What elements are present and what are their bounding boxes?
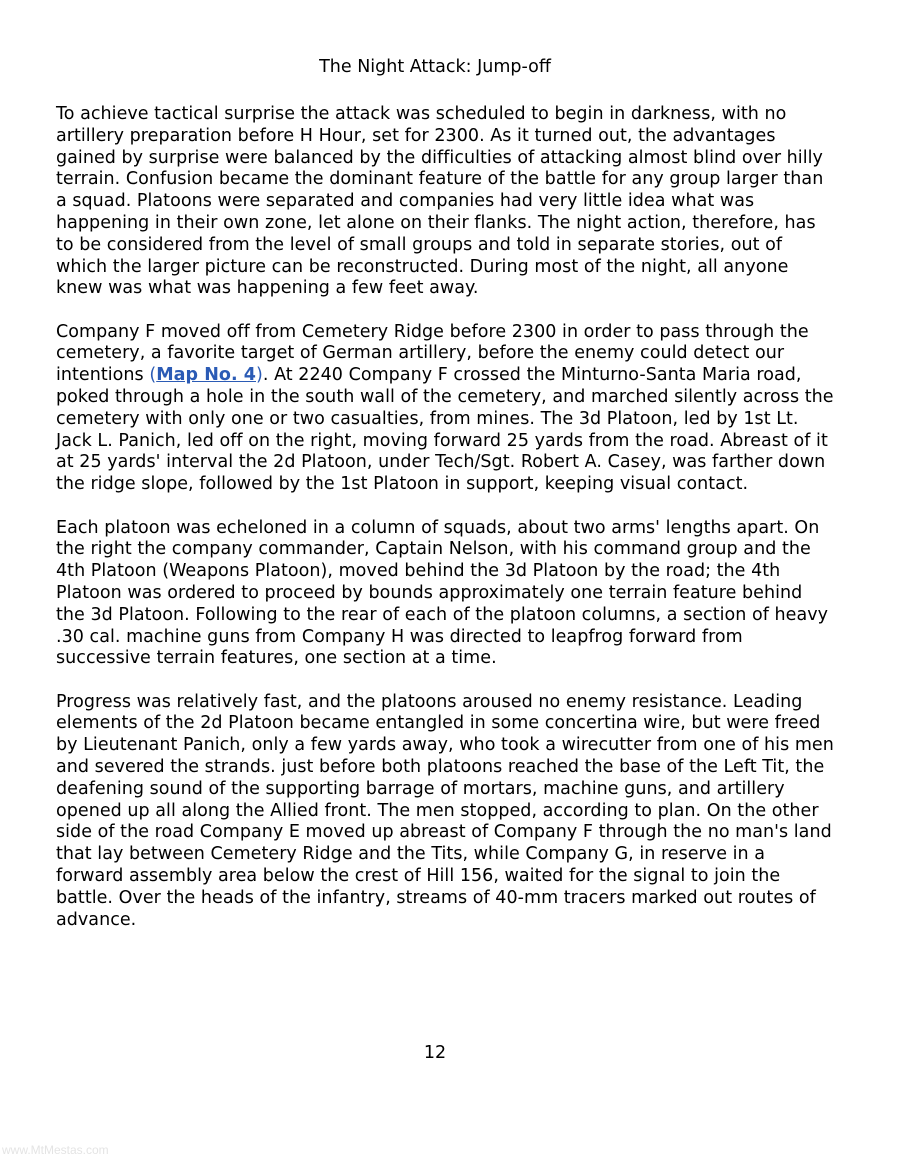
- map-link-paren-close: ): [256, 365, 263, 386]
- document-body: [56, 104, 836, 953]
- page-title: The Night Attack: Jump-off: [319, 57, 551, 77]
- paragraph-2-text-after: . At 2240 Company F crossed the Minturno-Santa Maria road, poked through a hole in the south wall of the cemetery, and marched silently across the cemetery with only one or two casualties, from mines. The 3d Platoon, led by 1st Lt. Jack L. Panich, led off on the right, moving forward 25 yards from the road. Abreast of it at 25 yards' interval the 2d Platoon, under Tech/Sgt. Robert A. Casey, was farther down the ridge slope, followed by the 1st Platoon in support, keeping visual contact.: [56, 365, 834, 495]
- paragraph-2-text-before: Company F moved off from Cemetery Ridge before 2300 in order to pass through the cemetery, a favorite target of German artillery, before the enemy could detect our intentions: [56, 321, 809, 386]
- paragraph-1: To achieve tactical surprise the attack was scheduled to begin in darkness, with no artillery preparation before H Hour, set for 2300. As it turned out, the advantages gained by surprise were balanced by the difficulties of attacking almost blind over hilly terrain. Confusion became the dominant feature of the battle for any group larger than a squad. Platoons were separated and companies had very little idea what was happening in their own zone, let alone on their flanks. The night action, therefore, has to be considered from the level of small groups and told in separate stories, out of which the larger picture can be reconstructed. During most of the night, all anyone knew was what was happening a few feet away.: [56, 104, 824, 299]
- map-no-4-link[interactable]: Map No. 4: [156, 365, 256, 386]
- map-link-paren-open: (: [149, 365, 157, 386]
- watermark: www.MtMestas.com: [2, 1143, 109, 1157]
- page-number: 12: [423, 1043, 447, 1063]
- paragraph-2: [56, 322, 836, 496]
- paragraph-4: Progress was relatively fast, and the platoons aroused no enemy resistance. Leading elements of the 2d Platoon became entangled in some concertina wire, but were freed by Lieutenant Panich, only a few yards away, who took a wirecutter from one of his men and severed the strands. just before both platoons reached the base of the Left Tit, the deafening sound of the supporting barrage of mortars, machine guns, and artillery opened up all along the Allied front. The men stopped, according to plan. On the other side of the road Company E moved up abreast of Company F through the no man's land that lay between Cemetery Ridge and the Tits, while Company G, in reserve in a forward assembly area below the crest of Hill 156, waited for the signal to join the battle. Over the heads of the infantry, streams of 40-mm tracers marked out routes of advance.: [56, 691, 834, 930]
- paragraph-3: Each platoon was echeloned in a column of squads, about two arms' lengths apart. On the right the company commander, Captain Nelson, with his command group and the 4th Platoon (Weapons Platoon), moved behind the 3d Platoon by the road; the 4th Platoon was ordered to proceed by bounds approximately one terrain feature behind the 3d Platoon. Following to the rear of each of the platoon columns, a section of heavy .30 cal. machine guns from Company H was directed to leapfrog forward from successive terrain features, one section at a time.: [56, 517, 829, 669]
